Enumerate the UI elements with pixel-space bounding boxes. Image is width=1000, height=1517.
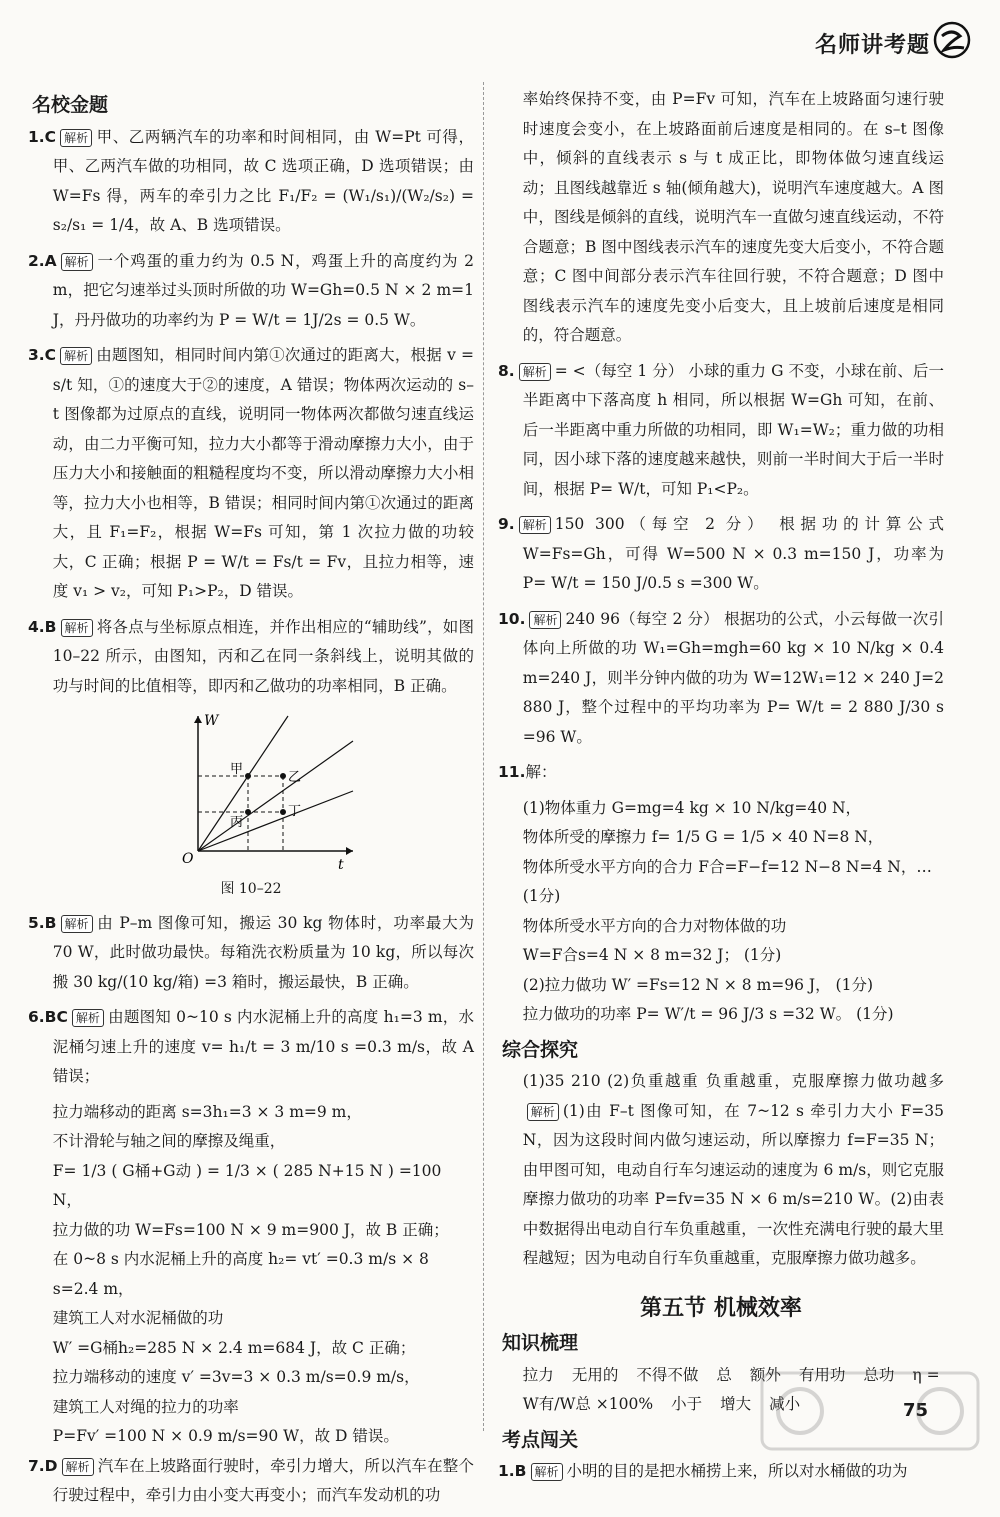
solution-line: 拉力端移动的距离 s=3h₁=3 × 3 m=9 m， xyxy=(52,1102,362,1121)
axis-label-t: t xyxy=(338,857,344,871)
solution-line: 建筑工人对水泥桶做的功 xyxy=(52,1309,224,1327)
answer-item-last xyxy=(498,1457,944,1487)
explore-text: (1)由 F–t 图像可知，在 7~12 s 牵引力大小 F=35 N，因为这段时间内做匀速运动，所以摩擦力 f=F=35 N；由甲图可知，电动自行车匀速运动的速度为 6 m/s，则它克服摩擦力做功的功率 P=fv=35 N × 6 m/s=210 W。(2)由表中数据得出电动自行车负重越重，一次性充满电行驶的最大里程越短；因为电动自行车负重越重，克服摩擦力做功越多。 xyxy=(522,1101,944,1267)
analysis-tag: 解析 xyxy=(519,363,551,381)
solution-line: 拉力做的功 W=Fs=100 N × 9 m=900 J，故 B 正确； xyxy=(52,1220,449,1239)
solution-line: 物体所受水平方向的合力对物体做的功 xyxy=(522,916,787,935)
answer-item-8 xyxy=(498,357,944,505)
analysis-tag: 解析 xyxy=(62,1458,94,1476)
explore-blanks: (1)35 210 (2)负重越重 负重越重，克服摩擦力做功越多 xyxy=(522,1072,944,1090)
answer-number: 2.A xyxy=(28,251,57,270)
brand-logo-icon xyxy=(932,20,972,60)
solution-line: 拉力做功的功率 P= W′/t = 96 J/3 s =32 W。 (1分) xyxy=(522,1005,894,1023)
solution-line: 物体所受的摩擦力 f= 1/5 G = 1/5 × 40 N=8 N， xyxy=(522,828,884,846)
analysis-tag: 解析 xyxy=(72,1009,104,1027)
answer-item-3 xyxy=(28,341,474,607)
answer-item-10 xyxy=(498,605,944,753)
solution-line: P=Fv′ =100 N × 0.9 m/s=90 W，故 D 错误。 xyxy=(52,1427,399,1445)
solution-line: 不计滑轮与轴之间的摩擦及绳重， xyxy=(52,1132,286,1150)
answer-text: 甲、乙两辆汽车的功率和时间相同，由 W=Pt 可得，甲、乙两汽车做的功相同，故 C 选项正确，D 选项错误；由 W=Fs 得，两车的牵引力之比 F₁/F₂ = (W₁/s₁)/(W₂/s₂) = s₂/s₁ = 1/4，故 A、B 选项错误。 xyxy=(52,127,474,234)
work-time-graph xyxy=(178,711,358,871)
blank-answer: 额外 xyxy=(749,1365,781,1384)
answer-number: 10. xyxy=(498,609,526,628)
solution-label: 解： xyxy=(525,763,557,781)
solution-line: W′ =G桶h₂=285 N × 2.4 m=684 J，故 C 正确； xyxy=(52,1338,416,1357)
axis-label-w: W xyxy=(204,713,219,729)
solution-line: (1)物体重力 G=mg=4 kg × 10 N/kg=40 N， xyxy=(522,798,862,817)
origin-label: O xyxy=(182,851,194,867)
blank-answer: 总 xyxy=(716,1365,732,1384)
answer-number: 9. xyxy=(498,515,515,533)
solution-line: 建筑工人对绳的拉力的功率 xyxy=(52,1397,239,1416)
analysis-tag: 解析 xyxy=(519,516,551,534)
figure-10-22 xyxy=(178,711,358,871)
analysis-tag: 解析 xyxy=(60,129,92,147)
answer-number: 3.C xyxy=(28,346,57,364)
answer-number: 5.B xyxy=(28,913,57,932)
answer-text: 150 300（每空 2 分） 根据功的计算公式 W=Fs=Gh，可得 W=500 N × 0.3 m=150 J，功率为 P= W/t = 150 J/0.5 s =300 W。 xyxy=(522,515,944,592)
answer-text: 将各点与坐标原点相连，并作出相应的“辅助线”，如图 10–22 所示，由图知，丙和乙在同一条斜线上，说明其做的功与时间的比值相等，即丙和乙做功的功率相同，B 正确。 xyxy=(52,617,474,695)
analysis-tag: 解析 xyxy=(61,619,93,637)
section-title: 综合探究 xyxy=(502,1038,579,1061)
point-label-jia: 甲 xyxy=(230,762,244,777)
answer-item-7 xyxy=(28,1452,474,1511)
answer-item-6 xyxy=(28,1003,474,1092)
answer-7-continued: 率始终保持不变，由 P=Fv 可知，汽车在上坡路面匀速行驶时速度会变小，在上坡路面前后速度是相同的。在 s–t 图像中，倾斜的直线表示 s 与 t 成正比，即物体做匀速直线运动；且图线越靠近 s 轴(倾角越大)，说明汽车速度越大。A 图中，图线是倾斜的直线，说明汽车一直做匀速直线运动，不符合题意；B 图中图线表示汽车的速度先变大后变小，不符合题意；C 图中间部分表示汽车往回行驶，不符合题意；D 图中图线表示汽车的速度先变小后变大，且上坡前后速度是相同的，符合题意。 xyxy=(522,90,944,344)
point-label-yi: 乙 xyxy=(288,770,302,785)
blank-answer: 总功 xyxy=(863,1365,895,1384)
page-number: 75 xyxy=(902,1400,928,1421)
solution-line: 物体所受水平方向的合力 F合=F−f=12 N−8 N=4 N，… (1分) xyxy=(522,857,932,905)
answer-text: 汽车在上坡路面行驶时，牵引力增大，所以汽车在整个行驶过程中，牵引力由小变大再变小；而汽车发动机的功 xyxy=(52,1456,474,1504)
point-label-bing: 丙 xyxy=(230,815,244,830)
answer-number: 1.B xyxy=(498,1462,527,1480)
chapter-title: 第五节 机械效率 xyxy=(640,1295,802,1321)
blank-answer: 小于 xyxy=(671,1395,703,1413)
answer-number: 4.B xyxy=(28,617,57,636)
answer-text: 240 96（每空 2 分） 根据功的公式，小云每做一次引体向上所做的功 W₁=Gh=mgh=60 kg × 10 N/kg × 0.4 m=240 J，则半分钟内做的功为 W=12W₁=12 × 240 J=2 880 J，整个过程中的平均功率为 P= W/t = 2 880 J/30 s =96 W。 xyxy=(522,609,944,746)
left-column xyxy=(28,85,474,1517)
analysis-tag: 解析 xyxy=(61,915,93,933)
answer-item-9 xyxy=(498,510,944,599)
analysis-tag: 解析 xyxy=(531,1463,563,1481)
answer-text: 由题图知 0~10 s 内水泥桶上升的高度 h₁=3 m，水泥桶匀速上升的速度 v= h₁/t = 3 m/10 s =0.3 m/s，故 A 错误； xyxy=(52,1008,474,1085)
answer-item-1 xyxy=(28,123,474,241)
watermark-icon xyxy=(760,1371,980,1451)
answer-item-11 xyxy=(498,758,944,788)
answer-text: 小明的目的是把水桶捞上来，所以对水桶做的功为 xyxy=(566,1462,908,1480)
analysis-tag: 解析 xyxy=(60,347,92,365)
explore-answer xyxy=(498,1067,944,1274)
blank-answer: 有用功 xyxy=(798,1365,846,1384)
solution-line: F= 1/3 ( G桶+G动 ) = 1/3 × ( 285 N+15 N ) =100 N， xyxy=(52,1161,442,1209)
right-column xyxy=(498,85,944,1493)
blank-answer: 无用的 xyxy=(571,1365,619,1384)
answer-text: = <（每空 1 分） 小球的重力 G 不变，小球在前、后一半距离中下落高度 h 相同，所以根据 W=Gh 可知，在前、后一半距离中重力所做的功相同，即 W₁=W₂；重力做的功相同，因小球下落的速度越来越快，则前一半时间大于后一半时间，根据 P= W/t，可知 P₁<P₂。 xyxy=(522,361,944,498)
analysis-tag: 解析 xyxy=(529,611,561,629)
solution-line: 在 0~8 s 内水泥桶上升的高度 h₂= vt′ =0.3 m/s × 8 s=2.4 m， xyxy=(52,1250,429,1298)
answer-number: 8. xyxy=(498,361,515,380)
blank-answer: η = W有/W总 ×100% xyxy=(522,1365,940,1413)
solution-line: (2)拉力做功 W′ =Fs=12 N × 8 m=96 J， (1分) xyxy=(522,975,874,994)
solution-line: W=F合s=4 N × 8 m=32 J； (1分) xyxy=(522,946,782,964)
answer-text: 由 P–m 图像可知，搬运 30 kg 物体时，功率最大为 70 W，此时做功最快。每箱洗衣粉质量为 10 kg，所以每次搬 30 kg/(10 kg/箱) =3 箱时，搬运最快，B 正确。 xyxy=(52,913,474,991)
answer-item-2 xyxy=(28,247,474,336)
section-title: 名校金题 xyxy=(32,94,109,116)
answer-item-4 xyxy=(28,613,474,702)
analysis-tag: 解析 xyxy=(527,1103,559,1121)
blank-answer: 减小 xyxy=(769,1395,801,1413)
blank-answer: 增大 xyxy=(720,1395,752,1413)
answer-number: 6.BC xyxy=(28,1008,68,1026)
answer-number: 11. xyxy=(498,763,526,781)
figure-caption: 图 10–22 xyxy=(220,881,282,897)
answer-text: 由题图知，相同时间内第①次通过的距离大，根据 v = s/t 知，①的速度大于②的速度，A 错误；物体两次运动的 s–t 图像都为过原点的直线，说明同一物体两次都做匀速直线运动，由二力平衡可知，拉力大小都等于滑动摩擦力大小，由于压力大小和接触面的粗糙程度均不变，所以滑动摩擦力大小相等，拉力大小也相等，B 错误；相同时间内第①次通过的距离大，且 F₁=F₂，根据 W=Fs 可知，第 1 次拉力做的功较大，C 正确；根据 P = W/t = Fs/t = Fv，且拉力相等，速度 v₁ > v₂，可知 P₁>P₂，D 错误。 xyxy=(52,346,474,600)
solution-line: 拉力端移动的速度 v′ =3v=3 × 0.3 m/s=0.9 m/s， xyxy=(52,1368,420,1386)
section-title: 考点闯关 xyxy=(502,1428,579,1451)
answer-number: 1.C xyxy=(28,127,57,146)
answer-number: 7.D xyxy=(28,1456,58,1475)
blank-answer: 不得不做 xyxy=(636,1365,699,1384)
section-title: 知识梳理 xyxy=(502,1332,579,1354)
answer-text: 一个鸡蛋的重力约为 0.5 N，鸡蛋上升的高度约为 2 m，把它匀速举过头顶时所做的功 W=Gh=0.5 N × 2 m=1 J，丹丹做功的功率约为 P = W/t = 1J/2s = 0.5 W。 xyxy=(52,251,474,329)
analysis-tag: 解析 xyxy=(61,253,93,271)
point-label-ding: 丁 xyxy=(288,804,302,819)
blank-answer: 拉力 xyxy=(522,1365,554,1384)
header-title: 名师讲考题 xyxy=(814,33,930,58)
column-divider xyxy=(483,82,484,1431)
answer-item-5 xyxy=(28,909,474,998)
